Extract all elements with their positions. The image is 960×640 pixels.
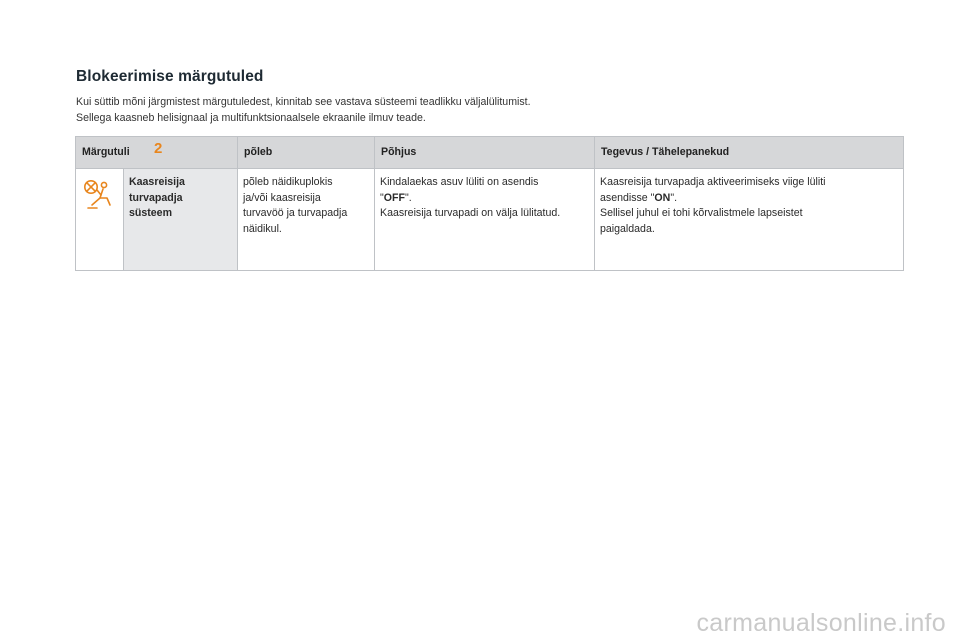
- lamp-name-line: Kaasreisija: [129, 176, 185, 188]
- action-line: paigaldada.: [600, 222, 655, 235]
- page-title: Blokeerimise märgutuled: [76, 68, 264, 85]
- header-pohjus: Põhjus: [375, 137, 595, 169]
- lamp-name-line: turvapadja: [129, 191, 183, 204]
- lamp-name-line: süsteem: [129, 207, 172, 219]
- lights-line: ja/või kaasreisija: [243, 191, 321, 204]
- header-tegevus: Tegevus / Tähelepanekud: [595, 137, 904, 169]
- on-keyword: ON: [654, 191, 671, 204]
- lamp-name-cell: [124, 169, 238, 271]
- cause-line: Kaasreisija turvapadi on välja lülitatud.: [380, 207, 561, 219]
- header-poleb: põleb: [238, 137, 375, 169]
- lights-line: turvavöö ja turvapadja: [243, 207, 348, 219]
- intro-line-1: Kui süttib mõni järgmistest märgutuledest, kinnitab see vastava süsteemi teadlikku väljalülitumist.: [76, 96, 531, 108]
- quote-open: ": [380, 191, 384, 204]
- lights-line: näidikul.: [243, 222, 282, 235]
- quote-close: ".: [404, 191, 412, 204]
- action-line: [600, 191, 899, 207]
- intro-line-2: Sellega kaasneb helisignaal ja multifunktsionaalsele ekraanile ilmuv teade.: [76, 111, 426, 124]
- table-row: [76, 169, 904, 271]
- intro-text: [76, 95, 531, 126]
- cause-cell: [375, 169, 595, 271]
- watermark: carmanualsonline.info: [696, 609, 946, 637]
- passenger-number: 2: [154, 140, 163, 157]
- cause-line: [380, 191, 590, 207]
- header-mrgutuli: Märgutuli: [76, 137, 238, 169]
- lights-cell: [238, 169, 375, 271]
- action-line: Sellisel juhul ei tohi kõrvalistmele lapseistet: [600, 207, 803, 219]
- action-text: asendisse ": [600, 191, 655, 204]
- cause-line: Kindalaekas asuv lüliti on asendis: [380, 176, 539, 188]
- action-text: ".: [670, 191, 678, 204]
- table-header-row: [76, 137, 904, 169]
- warning-lamps-table: [75, 136, 904, 271]
- lights-line: põleb näidikuplokis: [243, 176, 333, 188]
- off-keyword: OFF: [383, 191, 405, 204]
- action-cell: [595, 169, 904, 271]
- action-line: Kaasreisija turvapadja aktiveerimiseks viige lüliti: [600, 176, 826, 188]
